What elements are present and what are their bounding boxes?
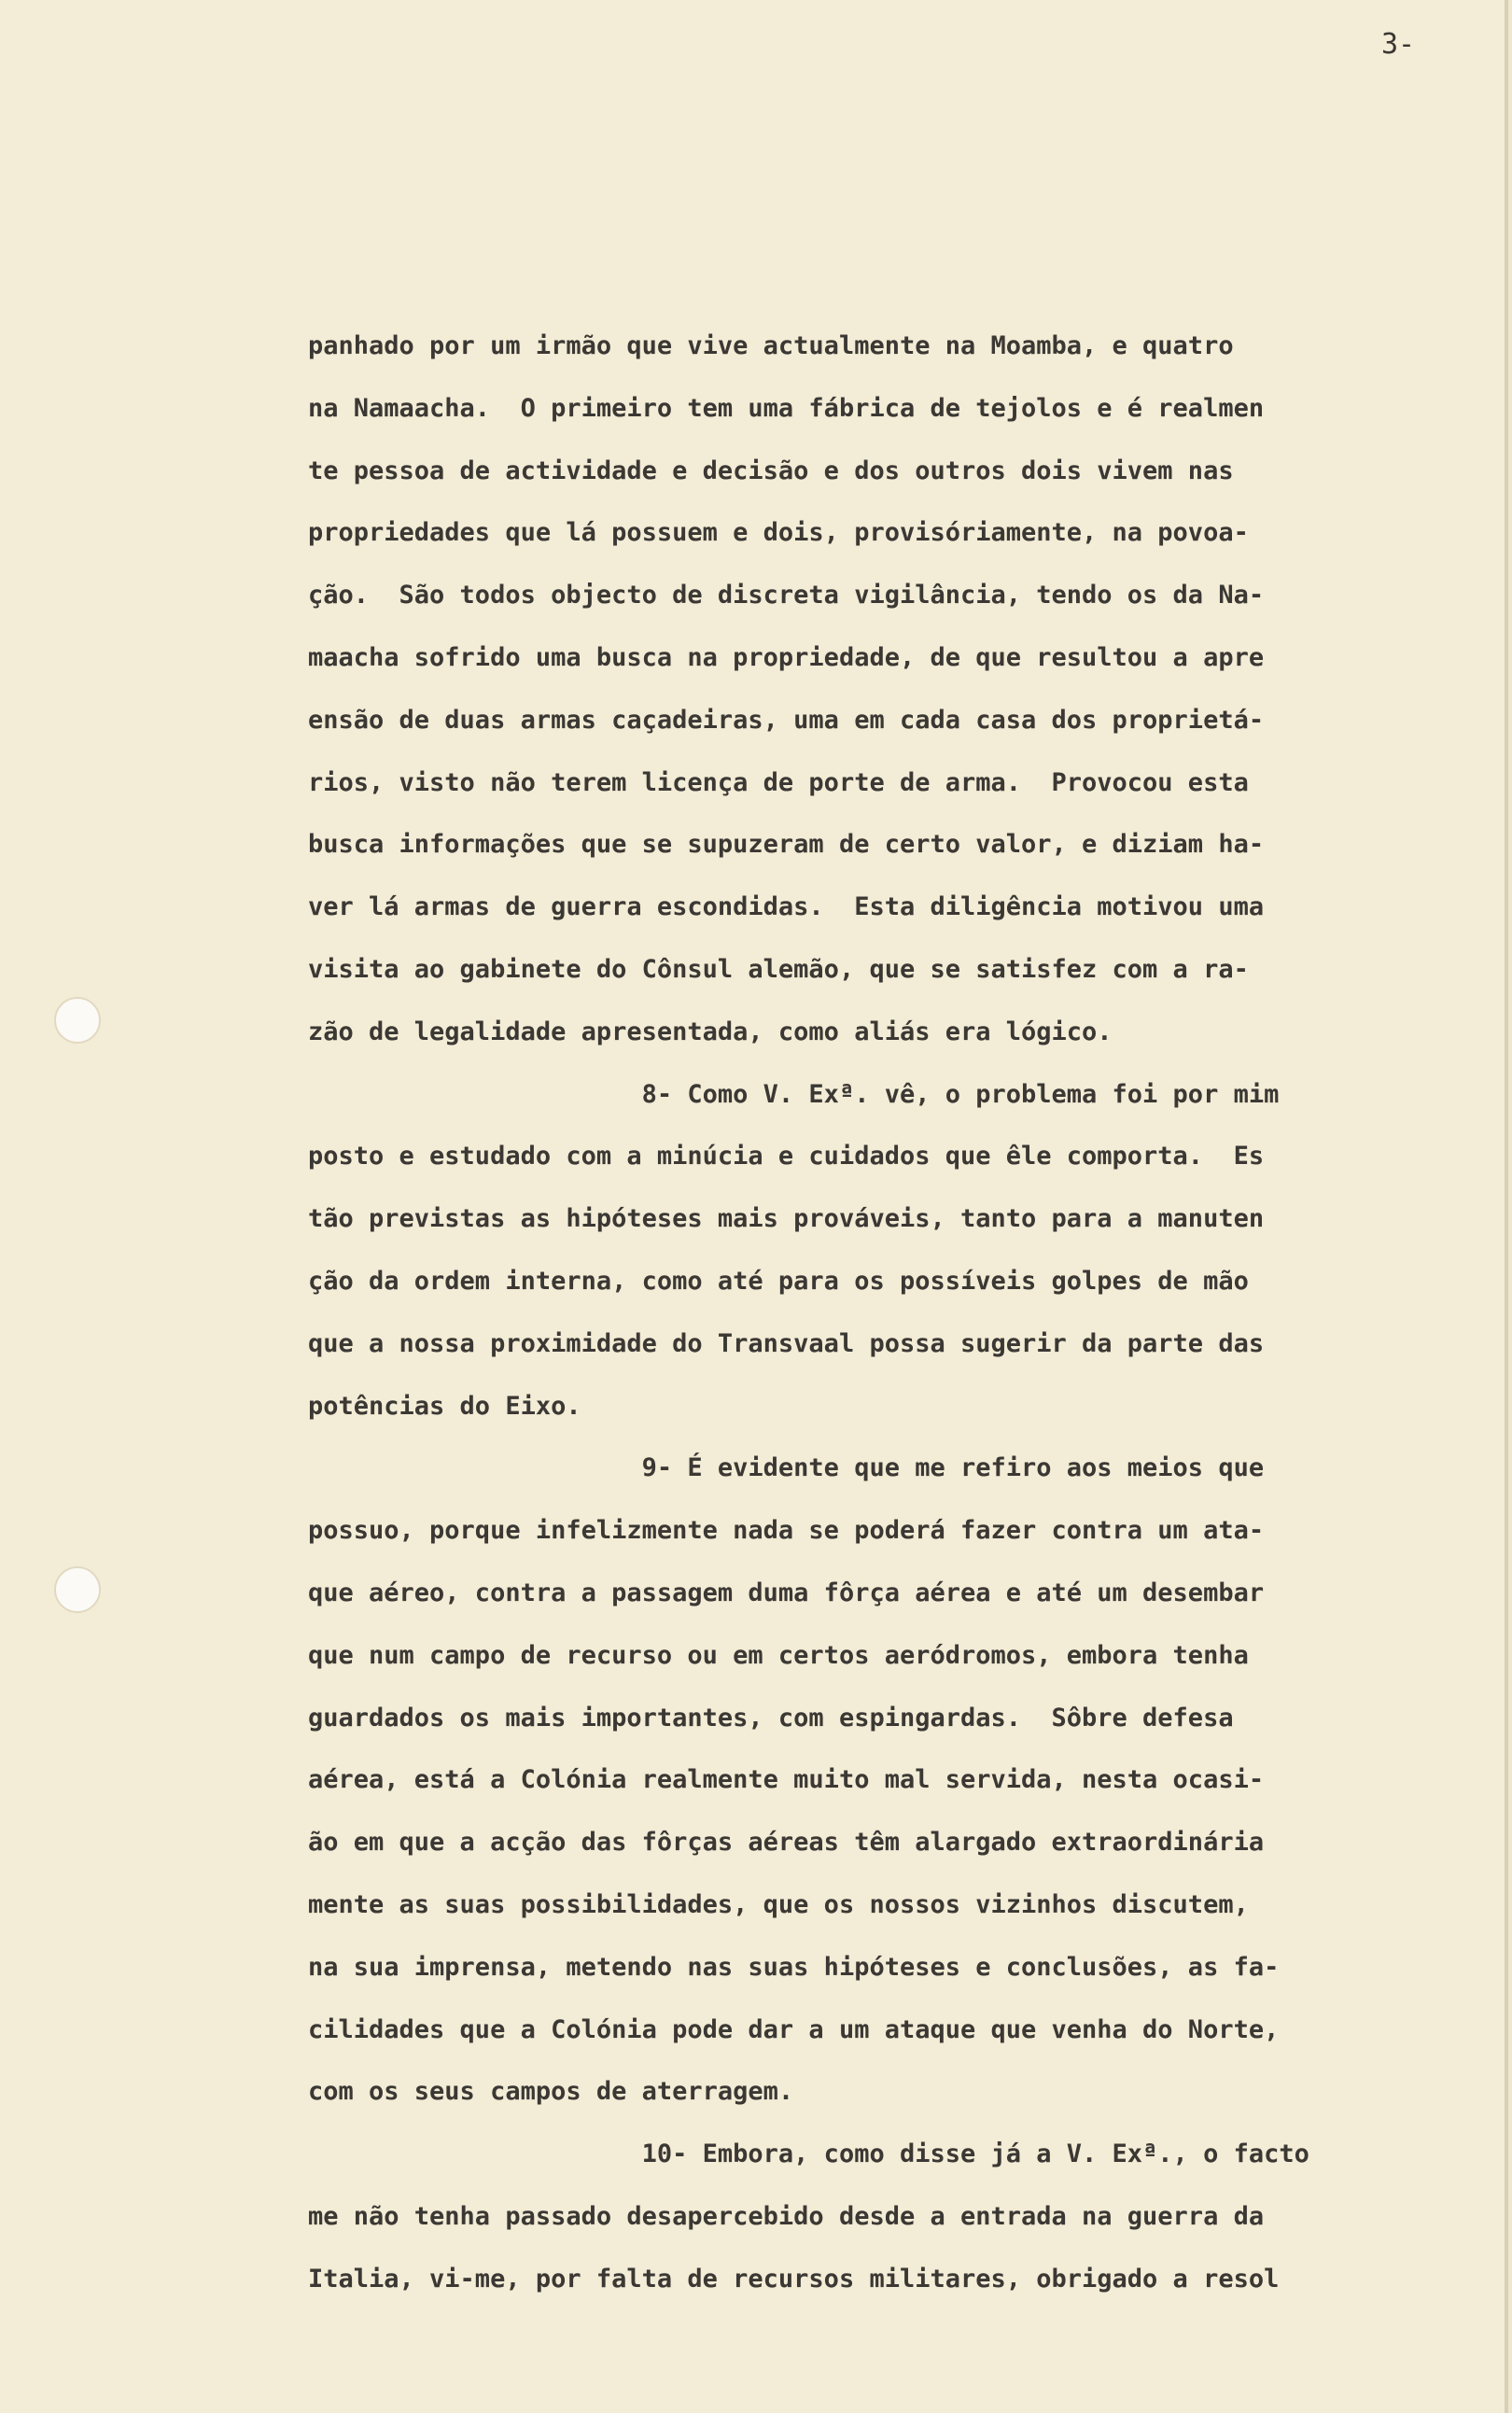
- text-line: ensão de duas armas caçadeiras, uma em cada casa dos proprietá-: [308, 705, 1265, 735]
- text-line: que num campo de recurso ou em certos aeródromos, embora tenha: [308, 1640, 1249, 1670]
- text-line: potências do Eixo.: [308, 1391, 581, 1421]
- text-line: posto e estudado com a minúcia e cuidados que êle comporta. Es: [308, 1142, 1265, 1171]
- text-line: busca informações que se supuzeram de certo valor, e diziam ha-: [308, 830, 1265, 860]
- text-line: te pessoa de actividade e decisão e dos outros dois vivem nas: [308, 456, 1234, 485]
- text-line: visita ao gabinete do Cônsul alemão, que se satisfez com a ra-: [308, 954, 1249, 984]
- text-line: na sua imprensa, metendo nas suas hipóteses e conclusões, as fa-: [308, 1952, 1280, 1982]
- punch-hole-top: [54, 997, 101, 1044]
- text-line: panhado por um irmão que vive actualmente na Moamba, e quatro: [308, 331, 1234, 360]
- text-line: tão previstas as hipóteses mais prováveis, tanto para a manuten: [308, 1204, 1265, 1234]
- text-line: ver lá armas de guerra escondidas. Esta diligência motivou uma: [308, 892, 1265, 922]
- text-line: com os seus campos de aterragem.: [308, 2077, 794, 2107]
- text-line: rios, visto não terem licença de porte de arma. Provocou esta: [308, 767, 1249, 797]
- text-line: ção da ordem interna, como até para os possíveis golpes de mão: [308, 1266, 1249, 1296]
- text-line: cilidades que a Colónia pode dar a um ataque que venha do Norte,: [308, 2014, 1280, 2044]
- text-line: me não tenha passado desapercebido desde a entrada na guerra da: [308, 2201, 1265, 2231]
- text-line: aérea, está a Colónia realmente muito mal servida, nesta ocasi-: [308, 1765, 1265, 1795]
- text-line: guardados os mais importantes, com espingardas. Sôbre defesa: [308, 1703, 1234, 1733]
- text-line: ão em que a acção das fôrças aéreas têm alargado extraordinária: [308, 1828, 1265, 1858]
- text-line: na Namaacha. O primeiro tem uma fábrica de tejolos e é realmen: [308, 393, 1265, 423]
- text-line: Italia, vi-me, por falta de recursos militares, obrigado a resol: [308, 2264, 1280, 2294]
- paragraph-9-start: 9- É evidente que me refiro aos meios que: [308, 1453, 1265, 1483]
- page-number: 3-: [1381, 28, 1416, 61]
- text-line: ção. São todos objecto de discreta vigilância, tendo os da Na-: [308, 581, 1265, 610]
- text-line: que aéreo, contra a passagem duma fôrça aérea e até um desembar: [308, 1578, 1265, 1607]
- text-line: propriedades que lá possuem e dois, provisóriamente, na povoa-: [308, 518, 1249, 548]
- text-line: possuo, porque infelizmente nada se poderá fazer contra um ata-: [308, 1516, 1265, 1546]
- typed-body-text: [308, 316, 1503, 2311]
- text-line: maacha sofrido uma busca na propriedade, de que resultou a apre: [308, 642, 1265, 672]
- paragraph-8-start: 8- Como V. Exª. vê, o problema foi por mim: [308, 1079, 1280, 1109]
- text-line: que a nossa proximidade do Transvaal possa sugerir da parte das: [308, 1328, 1265, 1358]
- text-line: mente as suas possibilidades, que os nossos vizinhos discutem,: [308, 1889, 1249, 1919]
- text-line: zão de legalidade apresentada, como aliás era lógico.: [308, 1017, 1113, 1046]
- paragraph-10-start: 10- Embora, como disse já a V. Exª., o facto: [308, 2139, 1309, 2169]
- punch-hole-bottom: [54, 1566, 101, 1613]
